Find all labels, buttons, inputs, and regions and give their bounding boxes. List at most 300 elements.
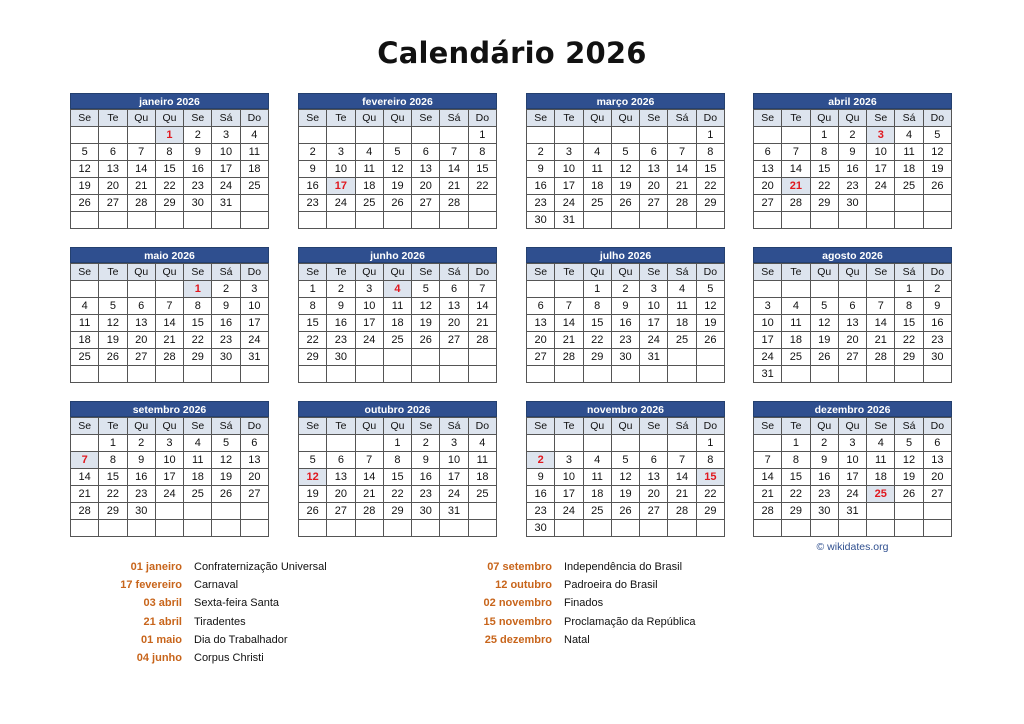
day-cell: 7 (754, 452, 782, 469)
day-cell: 19 (412, 315, 440, 332)
day-cell: 8 (696, 452, 724, 469)
weekday-header: Qu (838, 110, 866, 127)
month-calendar (526, 93, 725, 229)
day-cell: 22 (895, 332, 923, 349)
weekday-header: Sá (895, 264, 923, 281)
day-cell: 24 (555, 503, 583, 520)
day-cell: 12 (412, 298, 440, 315)
day-cell: 29 (782, 503, 810, 520)
empty-day-cell (212, 212, 240, 229)
holiday-row (82, 613, 327, 631)
day-cell: 25 (240, 178, 268, 195)
month-calendar (70, 247, 269, 383)
day-cell: 23 (299, 195, 327, 212)
day-cell: 16 (810, 469, 838, 486)
month-title: agosto 2026 (753, 247, 952, 263)
day-cell: 28 (668, 195, 696, 212)
weekday-header: Sá (895, 418, 923, 435)
empty-day-cell (184, 212, 212, 229)
holiday-name: Natal (564, 633, 590, 646)
holiday-row (82, 631, 327, 649)
day-cell: 4 (895, 127, 923, 144)
month-title: janeiro 2026 (70, 93, 269, 109)
holiday-name: Corpus Christi (194, 651, 264, 664)
weekday-header: Qu (383, 110, 411, 127)
empty-day-cell (527, 281, 555, 298)
empty-day-cell (555, 366, 583, 383)
empty-day-cell (527, 366, 555, 383)
day-cell: 19 (696, 315, 724, 332)
day-cell: 1 (99, 435, 127, 452)
empty-day-cell (782, 212, 810, 229)
day-cell: 28 (468, 332, 496, 349)
empty-day-cell (127, 520, 155, 537)
month-calendar (753, 247, 952, 383)
day-cell: 13 (240, 452, 268, 469)
day-cell: 28 (668, 503, 696, 520)
day-cell: 8 (810, 144, 838, 161)
weekday-header: Do (696, 110, 724, 127)
holiday-day-cell: 17 (327, 178, 355, 195)
day-cell: 12 (696, 298, 724, 315)
empty-day-cell (810, 281, 838, 298)
day-cell: 26 (212, 486, 240, 503)
day-cell: 31 (838, 503, 866, 520)
empty-day-cell (754, 435, 782, 452)
day-cell: 22 (468, 178, 496, 195)
weekday-header: Te (555, 110, 583, 127)
empty-day-cell (583, 520, 611, 537)
day-cell: 18 (583, 486, 611, 503)
day-cell: 13 (412, 161, 440, 178)
day-cell: 25 (383, 332, 411, 349)
day-cell: 27 (640, 195, 668, 212)
day-cell: 20 (640, 178, 668, 195)
weekday-header: Sá (668, 264, 696, 281)
day-cell: 6 (240, 435, 268, 452)
day-cell: 24 (240, 332, 268, 349)
holiday-date: 01 janeiro (130, 561, 182, 573)
day-cell: 27 (327, 503, 355, 520)
empty-day-cell (867, 212, 895, 229)
day-cell: 14 (440, 161, 468, 178)
day-cell: 26 (611, 503, 639, 520)
day-cell: 19 (71, 178, 99, 195)
day-cell: 5 (611, 452, 639, 469)
day-cell: 8 (696, 144, 724, 161)
empty-day-cell (895, 520, 923, 537)
empty-day-cell (71, 127, 99, 144)
day-cell: 8 (184, 298, 212, 315)
day-cell: 19 (383, 178, 411, 195)
day-cell: 29 (184, 349, 212, 366)
holiday-row (82, 594, 327, 612)
day-cell: 26 (611, 195, 639, 212)
day-cell: 8 (99, 452, 127, 469)
empty-day-cell (923, 195, 951, 212)
month-title: dezembro 2026 (753, 401, 952, 417)
month-calendar (70, 93, 269, 229)
day-cell: 18 (583, 178, 611, 195)
day-cell: 16 (527, 178, 555, 195)
day-cell: 18 (867, 469, 895, 486)
day-cell: 31 (440, 503, 468, 520)
weekday-header: Qu (810, 264, 838, 281)
day-cell: 5 (412, 281, 440, 298)
day-cell: 18 (240, 161, 268, 178)
day-cell: 15 (696, 161, 724, 178)
day-cell: 11 (71, 315, 99, 332)
day-cell: 22 (155, 178, 183, 195)
empty-day-cell (810, 212, 838, 229)
day-cell: 22 (696, 486, 724, 503)
day-cell: 3 (212, 127, 240, 144)
day-cell: 28 (155, 349, 183, 366)
holiday-row (82, 576, 327, 594)
holiday-row (452, 631, 695, 649)
day-cell: 3 (155, 435, 183, 452)
empty-day-cell (754, 520, 782, 537)
day-cell: 24 (327, 195, 355, 212)
weekday-header: Sá (895, 110, 923, 127)
day-cell: 23 (527, 195, 555, 212)
holiday-date: 17 fevereiro (120, 579, 182, 592)
day-cell: 16 (838, 161, 866, 178)
day-cell: 12 (99, 315, 127, 332)
day-cell: 10 (640, 298, 668, 315)
empty-day-cell (923, 212, 951, 229)
day-cell: 5 (299, 452, 327, 469)
month-title: julho 2026 (526, 247, 725, 263)
day-cell: 9 (299, 161, 327, 178)
empty-day-cell (184, 520, 212, 537)
empty-day-cell (240, 503, 268, 520)
empty-day-cell (583, 212, 611, 229)
holiday-date: 04 junho (136, 651, 182, 664)
day-cell: 23 (923, 332, 951, 349)
empty-day-cell (754, 212, 782, 229)
day-cell: 7 (155, 298, 183, 315)
day-cell: 15 (583, 315, 611, 332)
day-cell: 19 (611, 178, 639, 195)
weekday-header: Sá (440, 264, 468, 281)
weekday-header: Sá (212, 264, 240, 281)
weekday-header: Qu (127, 264, 155, 281)
day-cell: 7 (440, 144, 468, 161)
holiday-date: 03 abril (143, 597, 182, 610)
empty-day-cell (923, 503, 951, 520)
empty-day-cell (668, 435, 696, 452)
day-cell: 20 (923, 469, 951, 486)
day-cell: 15 (895, 315, 923, 332)
day-cell: 31 (555, 212, 583, 229)
empty-day-cell (184, 366, 212, 383)
day-cell: 3 (355, 281, 383, 298)
day-cell: 10 (555, 469, 583, 486)
weekday-header: Se (71, 110, 99, 127)
month-calendar (70, 401, 269, 537)
empty-day-cell (583, 435, 611, 452)
day-cell: 25 (668, 332, 696, 349)
weekday-header: Se (299, 264, 327, 281)
empty-day-cell (99, 281, 127, 298)
weekday-header: Do (696, 418, 724, 435)
day-cell: 24 (555, 195, 583, 212)
day-cell: 21 (355, 486, 383, 503)
holiday-day-cell: 21 (782, 178, 810, 195)
empty-day-cell (240, 366, 268, 383)
empty-day-cell (155, 503, 183, 520)
weekday-header: Qu (355, 110, 383, 127)
day-cell: 23 (810, 486, 838, 503)
weekday-header: Se (71, 264, 99, 281)
day-cell: 4 (782, 298, 810, 315)
holiday-day-cell: 25 (867, 486, 895, 503)
empty-day-cell (412, 366, 440, 383)
weekday-header: Te (99, 110, 127, 127)
empty-day-cell (212, 366, 240, 383)
day-cell: 7 (468, 281, 496, 298)
day-cell: 21 (555, 332, 583, 349)
empty-day-cell (299, 212, 327, 229)
empty-day-cell (468, 212, 496, 229)
empty-day-cell (838, 212, 866, 229)
day-cell: 11 (583, 161, 611, 178)
day-cell: 27 (527, 349, 555, 366)
day-cell: 30 (527, 212, 555, 229)
empty-day-cell (555, 435, 583, 452)
holiday-date: 21 abril (143, 615, 182, 628)
day-cell: 18 (468, 469, 496, 486)
holiday-date: 15 novembro (483, 615, 552, 628)
empty-day-cell (127, 127, 155, 144)
day-cell: 17 (838, 469, 866, 486)
empty-day-cell (127, 366, 155, 383)
weekday-header: Se (412, 110, 440, 127)
empty-day-cell (299, 127, 327, 144)
empty-day-cell (155, 281, 183, 298)
day-cell: 26 (810, 349, 838, 366)
day-cell: 11 (867, 452, 895, 469)
empty-day-cell (640, 127, 668, 144)
day-cell: 30 (212, 349, 240, 366)
day-cell: 29 (696, 195, 724, 212)
weekday-header: Sá (440, 418, 468, 435)
month-title: novembro 2026 (526, 401, 725, 417)
day-cell: 5 (212, 435, 240, 452)
day-cell: 24 (867, 178, 895, 195)
empty-day-cell (696, 366, 724, 383)
weekday-header: Se (867, 110, 895, 127)
day-cell: 11 (184, 452, 212, 469)
weekday-header: Se (412, 264, 440, 281)
day-cell: 2 (299, 144, 327, 161)
day-cell: 26 (383, 195, 411, 212)
day-cell: 30 (184, 195, 212, 212)
day-cell: 28 (440, 195, 468, 212)
day-cell: 14 (555, 315, 583, 332)
empty-day-cell (867, 503, 895, 520)
day-cell: 27 (240, 486, 268, 503)
day-cell: 13 (527, 315, 555, 332)
holiday-name: Finados (564, 597, 604, 610)
day-cell: 22 (782, 486, 810, 503)
day-cell: 27 (99, 195, 127, 212)
day-cell: 26 (895, 486, 923, 503)
day-cell: 26 (299, 503, 327, 520)
empty-day-cell (782, 127, 810, 144)
day-cell: 3 (640, 281, 668, 298)
day-cell: 30 (923, 349, 951, 366)
day-cell: 13 (440, 298, 468, 315)
day-cell: 7 (668, 144, 696, 161)
weekday-header: Se (299, 110, 327, 127)
day-cell: 3 (555, 452, 583, 469)
day-cell: 19 (99, 332, 127, 349)
holiday-day-cell: 1 (155, 127, 183, 144)
empty-day-cell (923, 366, 951, 383)
day-cell: 9 (838, 144, 866, 161)
day-cell: 17 (555, 486, 583, 503)
day-cell: 2 (527, 144, 555, 161)
holiday-day-cell: 7 (71, 452, 99, 469)
day-cell: 28 (754, 503, 782, 520)
weekday-header: Qu (810, 110, 838, 127)
weekday-header: Qu (127, 418, 155, 435)
day-cell: 7 (555, 298, 583, 315)
month-title: março 2026 (526, 93, 725, 109)
empty-day-cell (867, 366, 895, 383)
day-cell: 12 (212, 452, 240, 469)
empty-day-cell (782, 520, 810, 537)
day-cell: 5 (923, 127, 951, 144)
day-cell: 1 (299, 281, 327, 298)
day-cell: 20 (838, 332, 866, 349)
day-cell: 2 (611, 281, 639, 298)
day-cell: 9 (212, 298, 240, 315)
empty-day-cell (155, 520, 183, 537)
day-cell: 10 (754, 315, 782, 332)
holiday-name: Proclamação da República (564, 615, 696, 628)
day-cell: 10 (867, 144, 895, 161)
day-cell: 31 (754, 366, 782, 383)
month-title: maio 2026 (70, 247, 269, 263)
day-cell: 20 (640, 486, 668, 503)
day-cell: 6 (640, 144, 668, 161)
day-cell: 4 (71, 298, 99, 315)
day-cell: 4 (867, 435, 895, 452)
empty-day-cell (383, 127, 411, 144)
day-cell: 20 (527, 332, 555, 349)
empty-day-cell (640, 435, 668, 452)
day-cell: 9 (327, 298, 355, 315)
weekday-header: Te (327, 264, 355, 281)
empty-day-cell (71, 281, 99, 298)
day-cell: 6 (838, 298, 866, 315)
holiday-date: 01 maio (141, 633, 182, 646)
day-cell: 10 (212, 144, 240, 161)
day-cell: 31 (640, 349, 668, 366)
day-cell: 24 (212, 178, 240, 195)
empty-day-cell (555, 520, 583, 537)
weekday-header: Te (782, 110, 810, 127)
empty-day-cell (299, 435, 327, 452)
day-cell: 30 (412, 503, 440, 520)
day-cell: 10 (327, 161, 355, 178)
day-cell: 10 (355, 298, 383, 315)
weekday-header: Qu (838, 418, 866, 435)
empty-day-cell (611, 127, 639, 144)
day-cell: 17 (754, 332, 782, 349)
day-cell: 1 (696, 435, 724, 452)
weekday-header: Qu (583, 264, 611, 281)
empty-day-cell (99, 520, 127, 537)
day-cell: 6 (754, 144, 782, 161)
empty-day-cell (99, 127, 127, 144)
day-cell: 15 (810, 161, 838, 178)
weekday-header: Se (184, 264, 212, 281)
day-cell: 30 (127, 503, 155, 520)
day-cell: 11 (240, 144, 268, 161)
day-cell: 9 (527, 161, 555, 178)
day-cell: 30 (838, 195, 866, 212)
weekday-header: Se (527, 110, 555, 127)
day-cell: 1 (468, 127, 496, 144)
empty-day-cell (440, 127, 468, 144)
day-cell: 12 (611, 469, 639, 486)
weekday-header: Sá (212, 418, 240, 435)
weekday-header: Qu (355, 418, 383, 435)
empty-day-cell (895, 212, 923, 229)
day-cell: 2 (923, 281, 951, 298)
day-cell: 17 (867, 161, 895, 178)
month-title: junho 2026 (298, 247, 497, 263)
empty-day-cell (838, 281, 866, 298)
day-cell: 21 (468, 315, 496, 332)
weekday-header: Se (867, 264, 895, 281)
day-cell: 29 (895, 349, 923, 366)
day-cell: 3 (327, 144, 355, 161)
day-cell: 9 (611, 298, 639, 315)
day-cell: 6 (99, 144, 127, 161)
empty-day-cell (412, 127, 440, 144)
day-cell: 16 (299, 178, 327, 195)
holiday-day-cell: 4 (383, 281, 411, 298)
day-cell: 16 (212, 315, 240, 332)
holiday-name: Dia do Trabalhador (194, 633, 288, 646)
day-cell: 26 (412, 332, 440, 349)
day-cell: 19 (212, 469, 240, 486)
credit-link[interactable]: © wikidates.org (816, 541, 889, 553)
day-cell: 6 (527, 298, 555, 315)
day-cell: 21 (754, 486, 782, 503)
day-cell: 9 (923, 298, 951, 315)
day-cell: 28 (71, 503, 99, 520)
weekday-header: Sá (668, 110, 696, 127)
day-cell: 29 (99, 503, 127, 520)
day-cell: 15 (468, 161, 496, 178)
day-cell: 4 (668, 281, 696, 298)
empty-day-cell (611, 366, 639, 383)
weekday-header: Do (923, 110, 951, 127)
day-cell: 21 (668, 178, 696, 195)
empty-day-cell (527, 435, 555, 452)
day-cell: 16 (412, 469, 440, 486)
day-cell: 13 (754, 161, 782, 178)
day-cell: 22 (99, 486, 127, 503)
day-cell: 25 (355, 195, 383, 212)
day-cell: 14 (668, 161, 696, 178)
